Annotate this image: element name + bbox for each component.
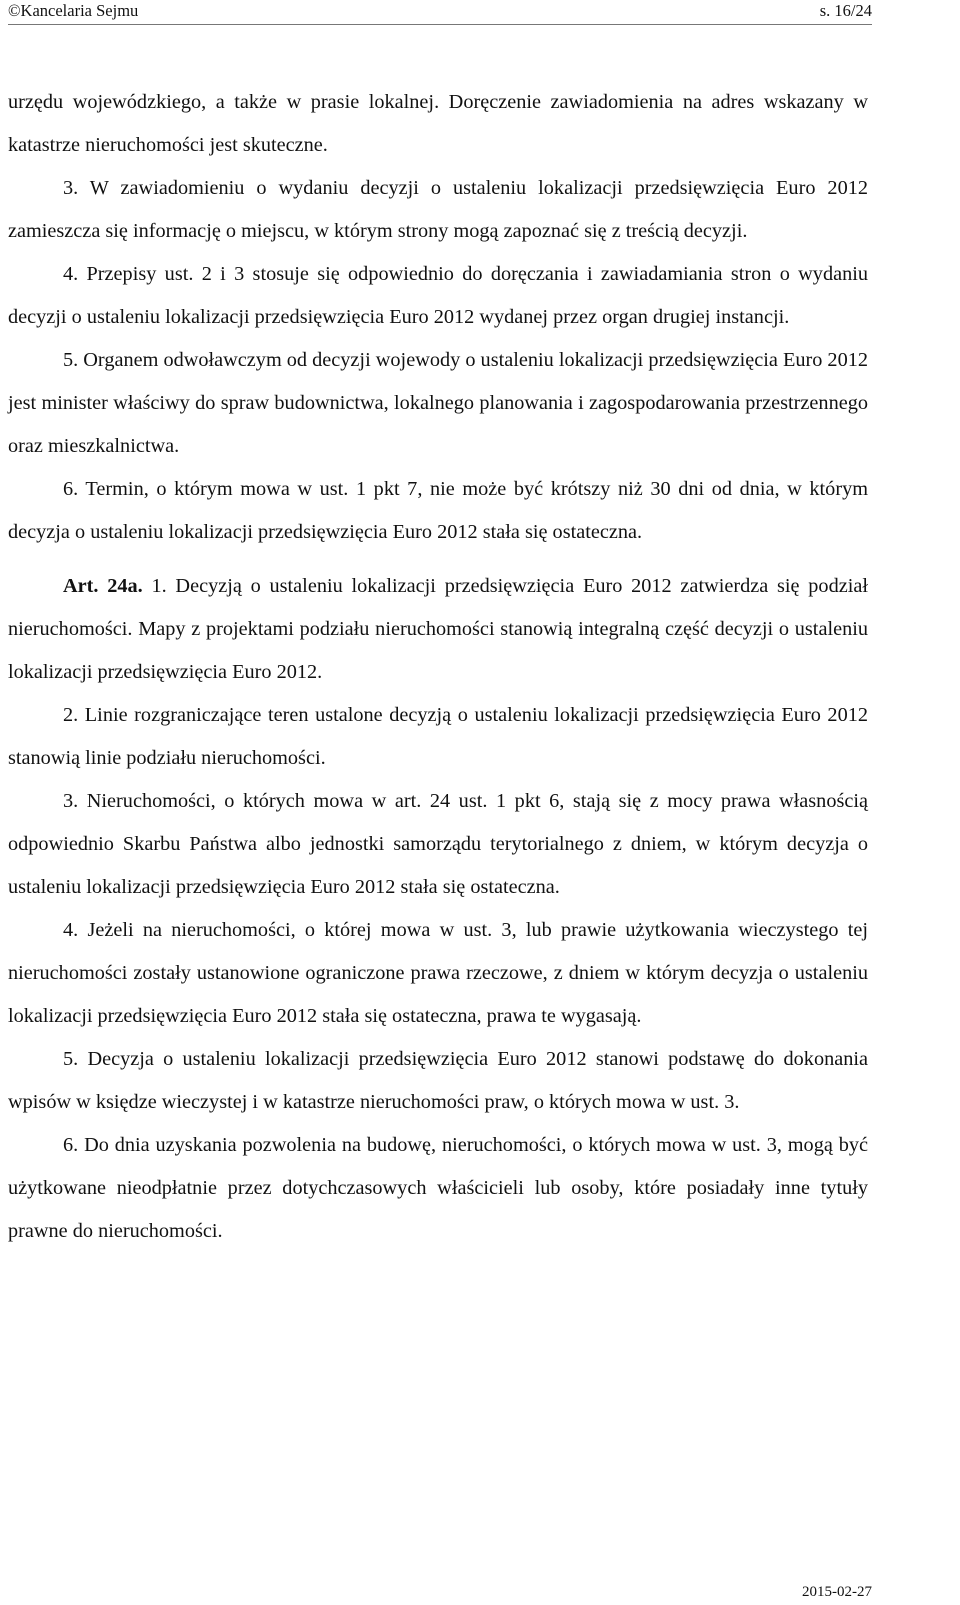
- article-24a-section-5: 5. Decyzja o ustaleniu lokalizacji przedsięwzięcia Euro 2012 stanowi podstawę do dokonania wpisów w księdze wieczystej i w katastrze nieruchomości praw, o których mowa w ust. 3.: [8, 1048, 868, 1113]
- article-24a-section-2: 2. Linie rozgraniczające teren ustalone decyzją o ustaleniu lokalizacji przedsięwzięcia Euro 2012 stanowią linie podziału nieruchomości.: [8, 704, 868, 769]
- paragraph-section-5: 5. Organem odwoławczym od decyzji wojewody o ustaleniu lokalizacji przedsięwzięcia Euro 2012 jest minister właściwy do spraw budownictwa, lokalnego planowania i zagospodarowania przestrzennego oraz mieszkalnictwa.: [8, 349, 868, 457]
- page-number: s. 16/24: [819, 1, 872, 20]
- article-24a-section-1-text: 1. Decyzją o ustaleniu lokalizacji przedsięwzięcia Euro 2012 zatwierdza się podział nieruchomości. Mapy z projektami podziału nieruchomości stanowią integralną część decyzji o ustaleniu lokalizacji przedsięwzięcia Euro 2012.: [8, 575, 868, 683]
- document-date: 2015-02-27: [802, 1584, 872, 1600]
- article-label: Art. 24a.: [63, 575, 143, 597]
- paragraph-section-4: 4. Przepisy ust. 2 i 3 stosuje się odpowiednio do doręczania i zawiadamiania stron o wydaniu decyzji o ustaleniu lokalizacji przedsięwzięcia Euro 2012 wydanej przez organ drugiej instancji.: [8, 263, 868, 328]
- article-24a-section-3: 3. Nieruchomości, o których mowa w art. 24 ust. 1 pkt 6, stają się z mocy prawa własnością odpowiednio Skarbu Państwa albo jednostki samorządu terytorialnego z dniem, w którym decyzja o ustaleniu lokalizacji przedsięwzięcia Euro 2012 stała się ostateczna.: [8, 790, 868, 898]
- header-divider: [8, 24, 872, 25]
- paragraph-section-3: 3. W zawiadomieniu o wydaniu decyzji o ustaleniu lokalizacji przedsięwzięcia Euro 2012 zamieszcza się informację o miejscu, w którym strony mogą zapoznać się z treścią decyzji.: [8, 177, 868, 242]
- paragraph-section-6: 6. Termin, o którym mowa w ust. 1 pkt 7, nie może być krótszy niż 30 dni od dnia, w którym decyzja o ustaleniu lokalizacji przedsięwzięcia Euro 2012 stała się ostateczna.: [8, 478, 868, 543]
- article-24a-section-6: 6. Do dnia uzyskania pozwolenia na budowę, nieruchomości, o których mowa w ust. 3, mogą być użytkowane nieodpłatnie przez dotychczasowych właścicieli lub osoby, które posiadały inne tytuły prawne do nieruchomości.: [8, 1134, 868, 1242]
- paragraph-continuation: urzędu wojewódzkiego, a także w prasie lokalnej. Doręczenie zawiadomienia na adres wskazany w katastrze nieruchomości jest skuteczne.: [8, 91, 868, 156]
- publisher-label: ©Kancelaria Sejmu: [8, 1, 139, 20]
- article-24a-section-4: 4. Jeżeli na nieruchomości, o której mowa w ust. 3, lub prawie użytkowania wieczystego tej nieruchomości zostały ustanowione ograniczone prawa rzeczowe, z dniem w którym decyzja o ustaleniu lokalizacji przedsięwzięcia Euro 2012 stała się ostateczna, prawa te wygasają.: [8, 919, 868, 1027]
- document-body: [8, 81, 868, 1253]
- article-24a-section-1: [8, 565, 868, 694]
- page-header: [8, 0, 872, 26]
